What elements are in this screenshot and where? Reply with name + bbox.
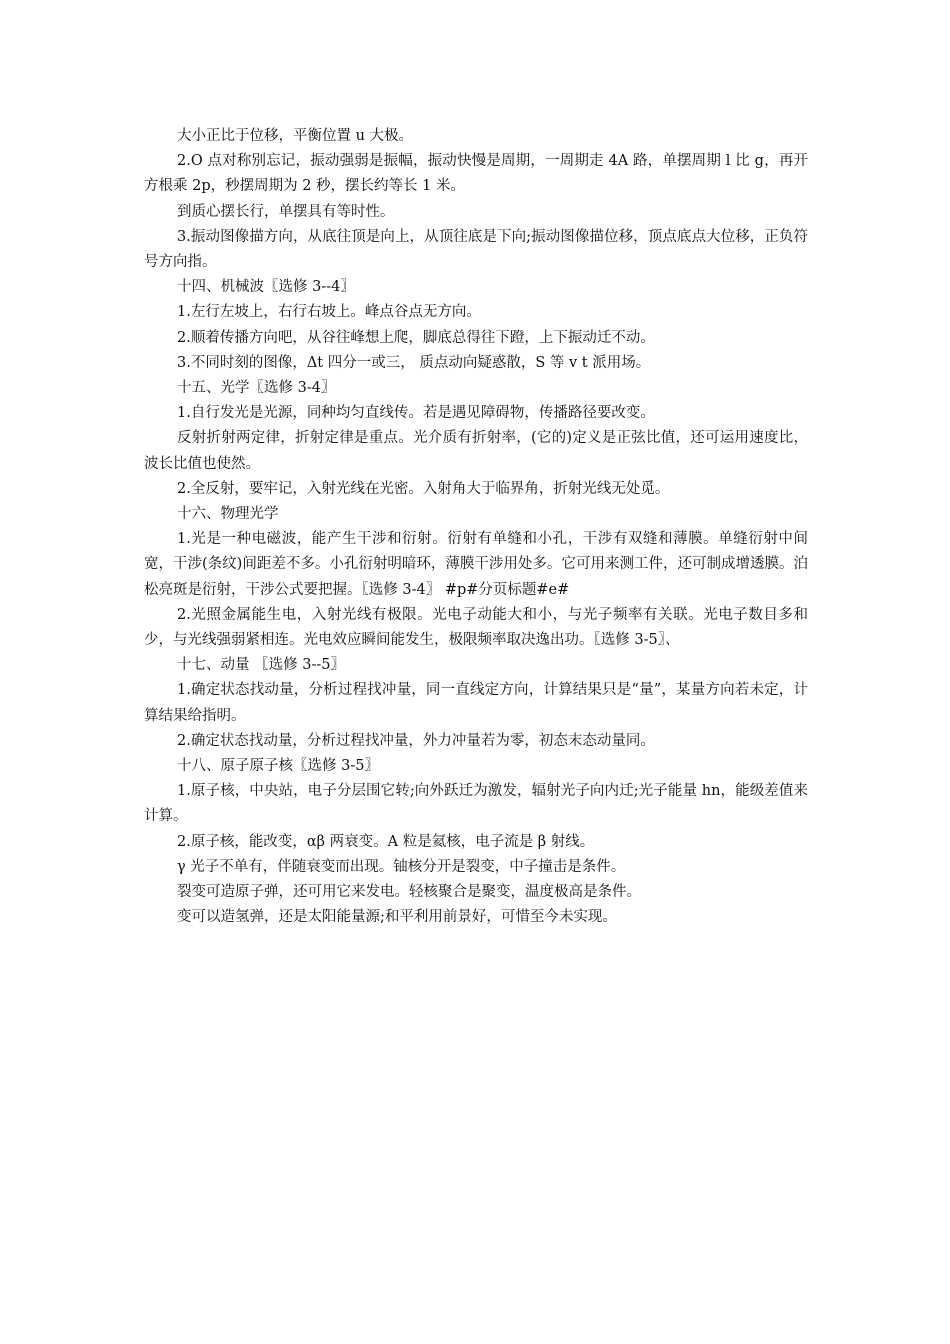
paragraph: 3.不同时刻的图像，Δt 四分一或三， 质点动向疑惑散，S 等 v t 派用场。 [177, 354, 651, 371]
section-heading: 十六、物理光学 [177, 506, 279, 523]
paragraph: γ 光子不单有，伴随衰变而出现。铀核分开是裂变，中子撞击是条件。 [177, 858, 626, 875]
section-heading: 十七、动量 〖选修 3--5〗 [177, 657, 345, 674]
paragraph: 大小正比于位移，平衡位置 u 大极。 [177, 128, 414, 144]
section-heading: 十四、机械波〖选修 3--4〗 [177, 279, 355, 296]
paragraph: 变可以造氢弹，还是太阳能量源;和平利用前景好，可惜至今未实现。 [177, 909, 617, 926]
paragraph: 裂变可造原子弹，还可用它来发电。轻核聚合是聚变，温度极高是条件。 [177, 884, 641, 901]
paragraph: 2.O 点对称别忘记，振动强弱是振幅，振动快慢是周期，一周期走 4A 路，单摆周期 l 比 g，再开方根乘 2p，秒摆周期为 2 秒，摆长约等长 1 米。 [144, 153, 808, 195]
paragraph: 2.确定状态找动量，分析过程找冲量，外力冲量若为零，初态末态动量同。 [177, 732, 655, 749]
paragraph: 1.光是一种电磁波，能产生干涉和衍射。衍射有单缝和小孔，干涉有双缝和薄膜。单缝衍射中间宽，干涉(条纹)间距差不多。小孔衍射明暗环，薄膜干涉用处多。它可用来测工件，还可制成增透膜。泊松亮斑是衍射，干涉公式要把握。〖选修 3-4〗 #p#分页标题#e# [144, 531, 808, 598]
paragraph: 1.左行左坡上，右行右坡上。峰点谷点无方向。 [177, 304, 481, 321]
paragraph: 3.振动图像描方向，从底往顶是向上，从顶往底是下向;振动图像描位移，顶点底点大位移，正负符号方向指。 [144, 228, 808, 271]
document-page [144, 124, 808, 931]
paragraph: 2.全反射，要牢记，入射光线在光密。入射角大于临界角，折射光线无处觅。 [177, 480, 670, 497]
paragraph: 2.原子核，能改变，αβ 两衰变。A 粒是氦核，电子流是 β 射线。 [177, 833, 595, 850]
paragraph: 到质心摆长行，单摆具有等时性。 [177, 203, 395, 220]
paragraph: 反射折射两定律，折射定律是重点。光介质有折射率，(它的)定义是正弦比值，还可运用速度比，波长比值也使然。 [144, 430, 808, 472]
section-heading: 十八、原子原子核〖选修 3-5〗 [177, 758, 379, 775]
paragraph: 1.确定状态找动量，分析过程找冲量，同一直线定方向，计算结果只是“量”，某量方向若未定，计算结果给指明。 [144, 682, 808, 724]
section-heading: 十五、光学〖选修 3-4〗 [177, 380, 336, 397]
paragraph: 1.原子核，中央站，电子分层围它转;向外跃迁为激发，辐射光子向内迁;光子能量 hn，能级差值来计算。 [144, 783, 808, 825]
paragraph: 1.自行发光是光源，同种均匀直线传。若是遇见障碍物，传播路径要改变。 [177, 405, 655, 422]
paragraph: 2.光照金属能生电，入射光线有极限。光电子动能大和小，与光子频率有关联。光电子数目多和少，与光线强弱紧相连。光电效应瞬间能发生，极限频率取决逸出功。〖选修 3-5〗、 [144, 606, 808, 649]
paragraph: 2.顺着传播方向吧，从谷往峰想上爬，脚底总得往下蹬，上下振动迁不动。 [177, 329, 655, 346]
